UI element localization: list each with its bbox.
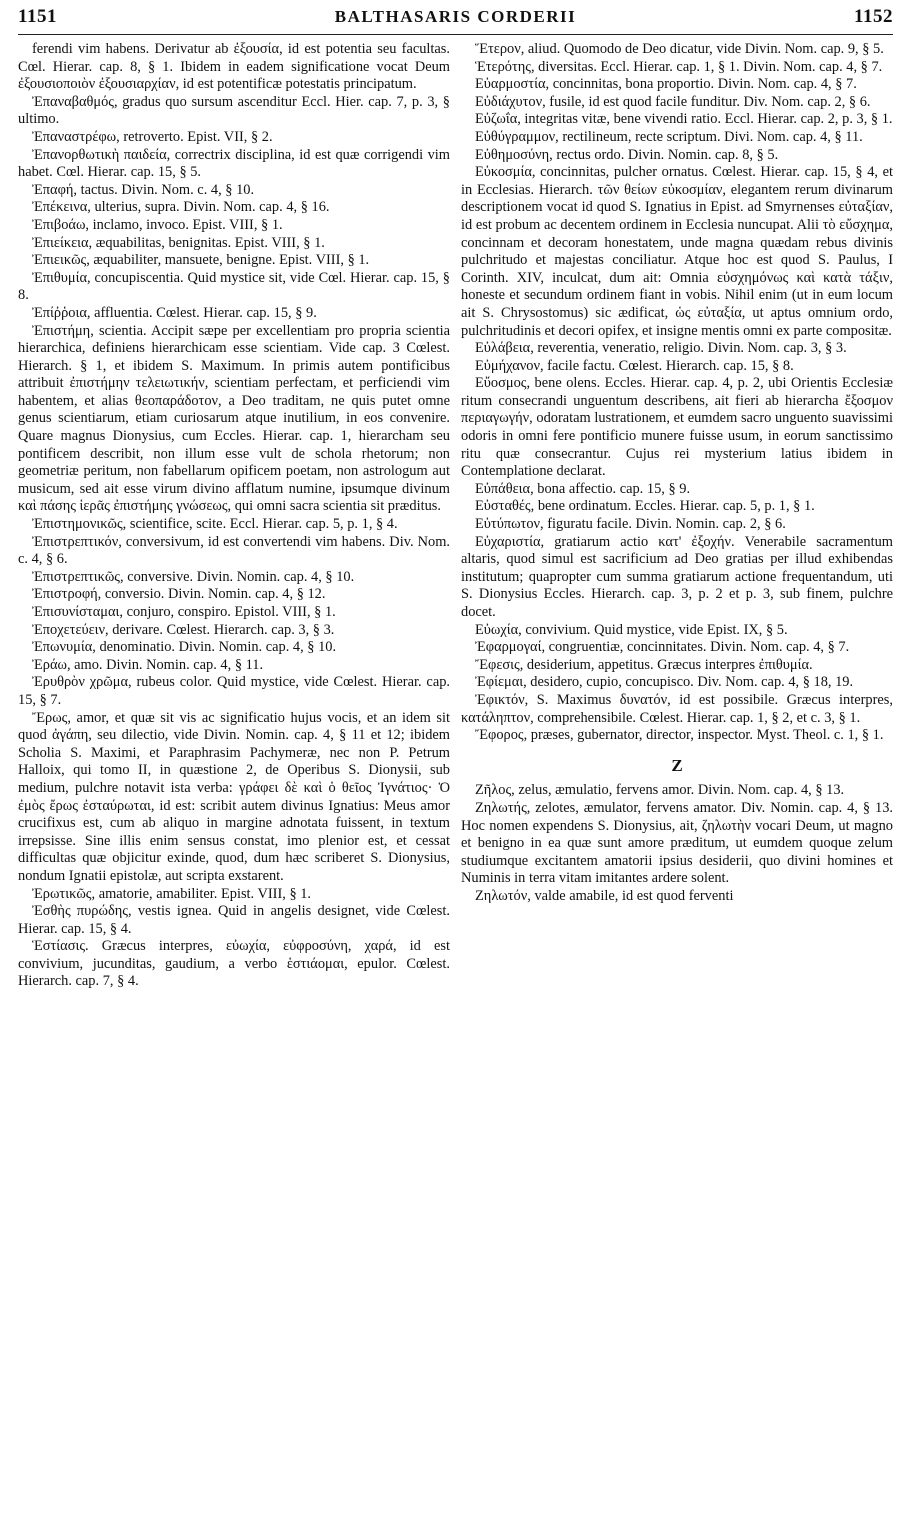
dictionary-entry: Εὐλάβεια, reverentia, veneratio, religio. Divin. Nom. cap. 3, § 3. (475, 340, 847, 357)
dictionary-entry: Ἐπιστροφή, conversio. Divin. Nomin. cap. 4, § 12. (32, 586, 326, 603)
dictionary-entry: Εὐτύπωτον, figuratu facile. Divin. Nomin. cap. 2, § 6. (475, 516, 786, 533)
section-letter-z: Z (671, 755, 683, 775)
dictionary-entry: Ἐπίῤῥοια, affluentia. Cœlest. Hierar. cap. 15, § 9. (32, 304, 317, 321)
dictionary-entry: Ἐποχετεύειν, derivare. Cœlest. Hierarch. cap. 3, § 3. (32, 621, 335, 638)
dictionary-entry: Εὐμήχανον, facile factu. Cœlest. Hierarch. cap. 15, § 8. (475, 357, 794, 374)
dictionary-entry: Ἔφορος, præses, gubernator, director, inspector. Myst. Theol. c. 1, § 1. (475, 727, 884, 744)
dictionary-entry: Ἐπιστρεπτικῶς, conversive. Divin. Nomin. cap. 4, § 10. (32, 568, 355, 585)
dictionary-entry: Ζηλωτόν, valde amabile, id est quod ferventi (475, 887, 734, 904)
two-column-body (18, 41, 893, 991)
dictionary-entry: Ἔφεσις, desiderium, appetitus. Græcus interpres ἐπιθυμία. (475, 656, 813, 673)
dictionary-entry: Ἐπανορθωτικὴ παιδεία, correctrix disciplina, id est quæ corrigendi vim habet. Cœl. Hierar. cap. 15, § 5. (18, 146, 450, 181)
dictionary-entry: Ἐφίεμαι, desidero, cupio, concupisco. Div. Nom. cap. 4, § 18, 19. (475, 674, 854, 691)
dictionary-entry: Ζῆλος, zelus, æmulatio, fervens amor. Divin. Nom. cap. 4, § 13. (475, 782, 845, 799)
dictionary-entry: Εὐθημοσύνη, rectus ordo. Divin. Nomin. cap. 8, § 5. (475, 146, 779, 163)
right-column-z-entries (461, 782, 893, 905)
dictionary-entry: Ἐπιστρεπτικόν, conversivum, id est convertendi vim habens. Div. Nom. c. 4, § 6. (18, 533, 450, 568)
dictionary-entry: Εὐαρμοστία, concinnitas, bona proportio. Divin. Nom. cap. 4, § 7. (475, 76, 857, 93)
dictionary-entry: Ἐπέκεινα, ulterius, supra. Divin. Nom. cap. 4, § 16. (32, 199, 330, 216)
dictionary-entry: Εὐπάθεια, bona affectio. cap. 15, § 9. (475, 480, 691, 497)
dictionary-entry: Εὐθύγραμμον, rectilineum, recte scriptum. Divi. Nom. cap. 4, § 11. (475, 128, 863, 145)
page-number-right: 1152 (854, 6, 893, 27)
left-column (18, 41, 450, 991)
dictionary-entry: ferendi vim habens. Derivatur ab ἐξουσία, id est potentia seu facultas. Cœl. Hierar. cap. 8, § 1. Ibidem in eadem significatione vocat Deum ἐξουσιοποιὸν ἐξουσιαρχίαν, id est potentificæ potestatis principatum. (18, 41, 450, 93)
dictionary-entry: Ἑστίασις. Græcus interpres, εὐωχία, εὐφροσύνη, χαρά, id est convivium, jucunditas, gaudium, a verbo ἑστιάομαι, epulor. Cœlest. Hierarch. cap. 7, § 4. (18, 938, 450, 990)
dictionary-entry: Ἕτερον, aliud. Quomodo de Deo dicatur, vide Divin. Nom. cap. 9, § 5. (475, 41, 884, 57)
dictionary-entry: Εὐσταθές, bene ordinatum. Eccles. Hierar. cap. 5, p. 1, § 1. (475, 498, 815, 515)
right-column-entries (461, 41, 893, 745)
dictionary-entry: Ἐφικτόν, S. Maximus δυνατόν, id est possibile. Græcus interpres, κατάληπτον, comprehensibile. Cœlest. Hierar. cap. 1, § 2, et c. 3, § 1. (461, 691, 893, 726)
right-column (461, 41, 893, 991)
dictionary-entry: Ἐπιστήμη, scientia. Accipit sæpe per excellentiam pro propria scientia hierarchica, definiens hierarchicam esse scientiam. Vide cap. 3 Cœlest. Hierarch. § 1, et ibidem S. Maximum. In primis autem pontificibus attribuit ἐπιστήμην τελειωτικήν, scientiam perfectam, et perficiendi vim habentem, et alias θεοπαράδοτον, a Deo traditam, ne quis putet omne genus scientiarum, etiam curiosarum atque inutilium, in eos convenire. Quare magnus Dionysius, cum Eccles. Hierar. cap. 1, hierarcham seu pontificem describit, non illum esse vult de schola rhetorum; non geometriæ peritum, non fabellarum opificem poetam, non astrologum aut musicum, sed ait esse virum divino afflatum numine, ipsumque divinum καὶ πάσης ἱερᾶς ἐπιστήμης γνώσεως, qui omni sacra scientia sit præditus. (18, 322, 450, 515)
running-header (18, 6, 893, 35)
dictionary-entry: Ἐρωτικῶς, amatorie, amabiliter. Epist. VIII, § 1. (32, 885, 312, 902)
dictionary-entry: Εὐδιάχυτον, fusile, id est quod facile funditur. Div. Nom. cap. 2, § 6. (475, 93, 871, 110)
dictionary-entry: Ἐφαρμογαί, congruentiæ, concinnitates. Divin. Nom. cap. 4, § 7. (475, 639, 850, 656)
dictionary-entry: Ἐπιεικῶς, æquabiliter, mansuete, benigne. Epist. VIII, § 1. (32, 252, 370, 269)
dictionary-entry: Ζηλωτής, zelotes, æmulator, fervens amator. Div. Nomin. cap. 4, § 13. Hoc nomen expendens S. Dionysius, ait, ζηλωτὴν vocari Deum, ut magno et benigno in ea quæ sunt amore præditum, ut eumdem quoque zelum studiumque excitantem amatorii ipsius desiderii, quo divini homines et Numinis in terra vitam imitantes ardere solent. (461, 799, 893, 887)
page-number-left: 1151 (18, 6, 57, 27)
dictionary-entry: Ἔρως, amor, et quæ sit vis ac significatio hujus vocis, et an idem sit quod ἀγάπη, seu dilectio, vide Divin. Nomin. cap. 4, § 11 et 12; ibidem Scholia S. Maximi, et Paraphrasim Pachymeræ, nec non P. Petrum Halloix, qui tomo II, in quæstione 2, de Operibus S. Dionysii, sub medium, pulchre notavit ista verba: γράφει δὲ καὶ ὁ θεῖος Ἰγνάτιος· Ὁ ἐμὸς ἔρως ἐσταύρωται, id est: scribit autem divinus Ignatius: Meus amor crucifixus est, cum ab aliquo in margine adnotata fuissent, in textum irrepsisse. Sine illis enim sensus constat, imo plenior est, et cessat difficultas quæ objicitur exinde, quod, dum hæc scriberet S. Dionysius, nondum Ignatii epistolæ, aut scripta exstarent. (18, 709, 450, 884)
running-title: BALTHASARIS CORDERII (334, 7, 577, 26)
dictionary-entry: Ἐπιστημονικῶς, scientifice, scite. Eccl. Hierar. cap. 5, p. 1, § 4. (32, 516, 398, 533)
dictionary-entry: Εὐζωΐα, integritas vitæ, bene vivendi ratio. Eccl. Hierar. cap. 2, p. 3, § 1. (475, 111, 893, 128)
dictionary-entry: Ἑτερότης, diversitas. Eccl. Hierar. cap. 1, § 1. Divin. Nom. cap. 4, § 7. (475, 58, 883, 75)
dictionary-entry: Ἐπωνυμία, denominatio. Divin. Nomin. cap. 4, § 10. (32, 639, 337, 656)
dictionary-entry: Ἐπισυνίσταμαι, conjuro, conspiro. Epistol. VIII, § 1. (32, 604, 336, 620)
dictionary-entry: Εὐκοσμία, concinnitas, pulcher ornatus. Cœlest. Hierar. cap. 15, § 4, et in Ecclesias. Hierarch. τῶν θείων εὐκοσμίαν, elegantem rerum divinarum descriptionem vocat id quod S. Ignatius in Epist. ad Smyrnenses εὐταξίαν, id est probum ac decentem ordinem in Ecclesia nuncupat. Alii τὸ εὔσχημα, concinnam et decoram honestatem, unde magna quædam rebus divinis pulchritudo et majestas conciliatur. Atque hoc est quod S. Paulus, I Corinth. XIV, inculcat, dum ait: Omnia εὐσχημόνως καὶ κατὰ τάξιν, honeste et secundum ordinem fiant in vobis. Nihil enim (ut in eum locum ait S. Chrysostomus) sic ædificat, ὡς εὐταξία, ut aptus omnium ordo, pulchritudinis et decori opifex, et insigne mentis omni ex parte compositæ. (461, 164, 893, 339)
dictionary-entry: Ἐπαναστρέφω, retroverto. Epist. VII, § 2. (32, 128, 273, 145)
dictionary-entry: Ἐπαναβαθμός, gradus quo sursum ascenditur Eccl. Hier. cap. 7, p. 3, § ultimo. (18, 93, 450, 128)
dictionary-entry: Ἐσθὴς πυρώδης, vestis ignea. Quid in angelis designet, vide Cœlest. Hierar. cap. 15, § 4. (18, 903, 450, 937)
dictionary-entry: Ἐράω, amo. Divin. Nomin. cap. 4, § 11. (32, 656, 264, 673)
dictionary-entry: Ἐπαφή, tactus. Divin. Nom. c. 4, § 10. (32, 181, 255, 198)
dictionary-entry: Ἐπιθυμία, concupiscentia. Quid mystice sit, vide Cœl. Hierar. cap. 15, § 8. (18, 269, 450, 304)
dictionary-entry: Ἐρυθρὸν χρῶμα, rubeus color. Quid mystice, vide Cœlest. Hierar. cap. 15, § 7. (18, 674, 450, 708)
dictionary-entry: Ἐπιείκεια, æquabilitas, benignitas. Epist. VIII, § 1. (32, 234, 325, 251)
dictionary-entry: Εὐχαριστία, gratiarum actio κατ' ἐξοχήν. Venerabile sacramentum altaris, quod simul est sacrificium ad Deo gratias per illud exhibendas institutum; quapropter cum summa gratiarum actione frequentandum, uti S. Dionysius Eccles. Hierarch. cap. 3, p. 2 et p. 3, sub finem, pulchre docet. (461, 533, 893, 620)
dictionary-entry: Εὐωχία, convivium. Quid mystice, vide Epist. IX, § 5. (475, 621, 788, 638)
dictionary-entry: Εὔοσμος, bene olens. Eccles. Hierar. cap. 4, p. 2, ubi Orientis Ecclesiæ ritum consecrandi unguentum describens, ait fieri ab hierarcha ἔξοσμον περιαγωγήν, odoratam lustrationem, et eumdem sacro unguento suavissimi odoris in omni fere pontificio munere fuisse usum, in eorum sanctissimo ritu quæ consecrantur. Cujus rei mysterium latius ibidem in Contemplatione declarat. (461, 375, 893, 480)
dictionary-entry: Ἐπιβοάω, inclamo, invoco. Epist. VIII, § 1. (32, 216, 283, 233)
